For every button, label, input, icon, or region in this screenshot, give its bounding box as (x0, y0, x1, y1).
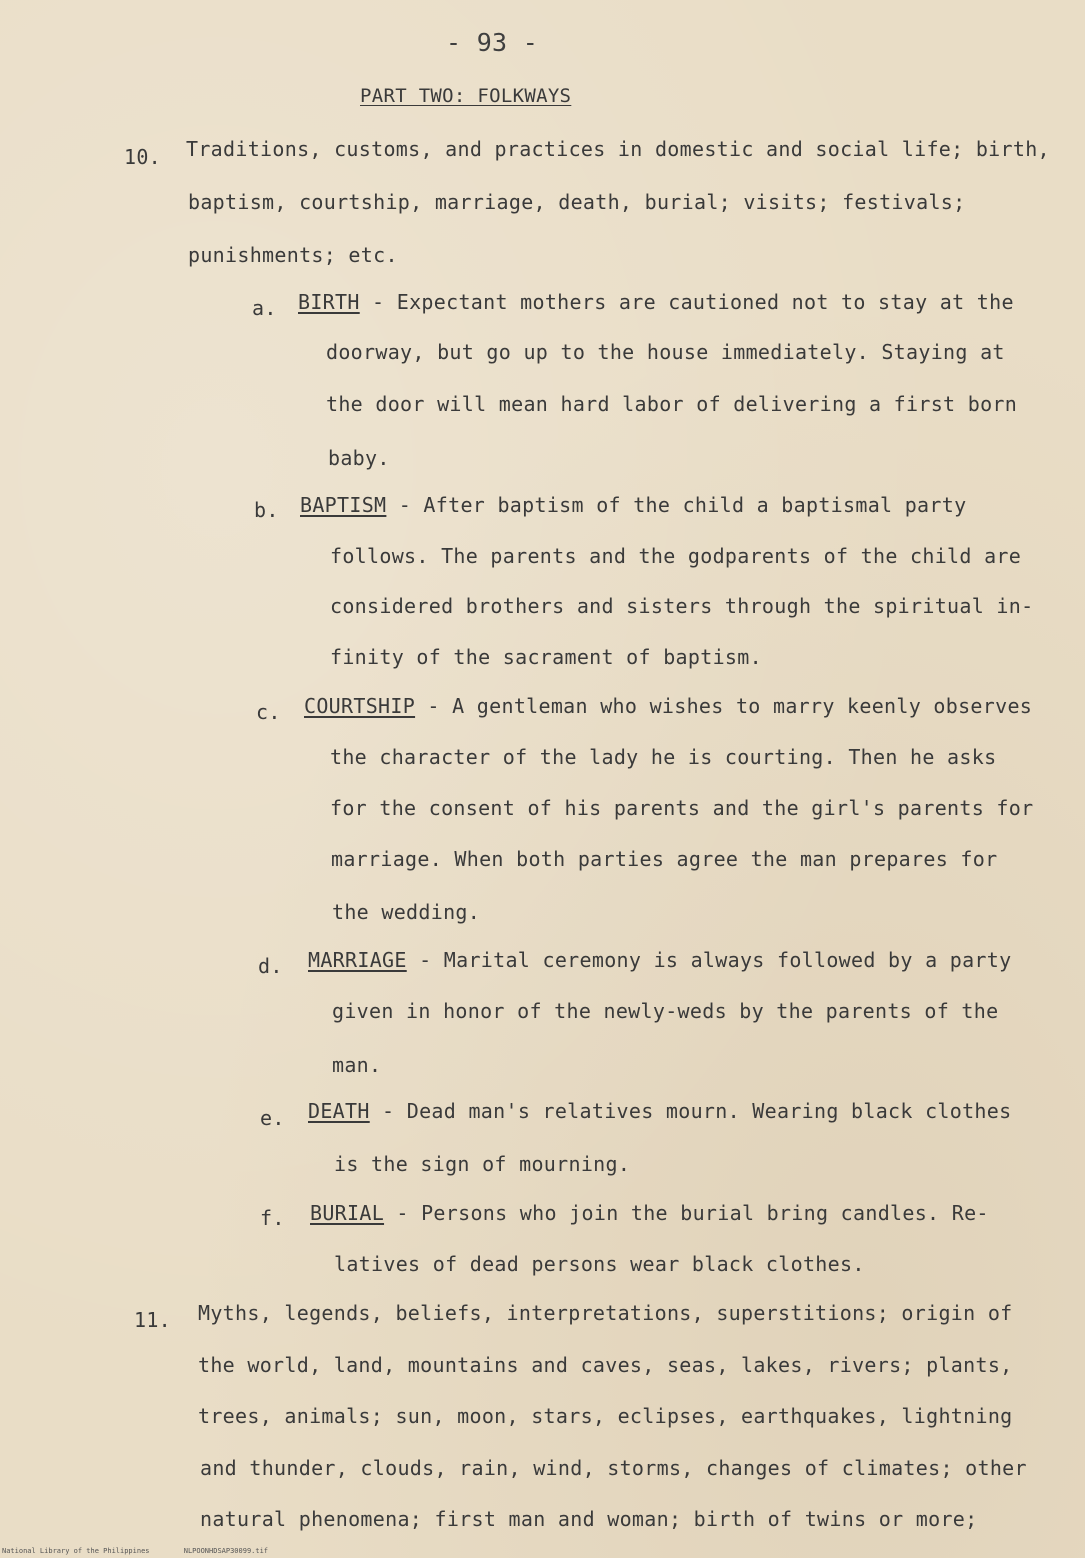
item-10-number: 10. (124, 145, 162, 169)
subitem-e-letter: e. (260, 1106, 285, 1130)
subitem-c-first-line: A gentleman who wishes to marry keenly observes (452, 694, 1033, 718)
subitem-a-term: BIRTH (298, 290, 360, 314)
subitem-a-line: doorway, but go up to the house immediately. Staying at (326, 340, 1005, 364)
subitem-c-letter: c. (256, 700, 281, 724)
subitem-d-first-line: Marital ceremony is always followed by a party (443, 948, 1012, 972)
part-title: PART TWO: FOLKWAYS (360, 85, 572, 107)
subitem-d-term: MARRIAGE (308, 948, 407, 972)
subitem-c-heading: COURTSHIP - A gentleman who wishes to marry keenly observes (304, 694, 1033, 718)
subitem-b-term: BAPTISM (300, 493, 387, 517)
subitem-b-letter: b. (254, 498, 279, 522)
subitem-e-term: DEATH (308, 1099, 370, 1123)
subitem-b-line: finity of the sacrament of baptism. (330, 645, 762, 669)
subitem-a-first-line: Expectant mothers are cautioned not to stay at the (396, 290, 1014, 314)
subitem-b-line: follows. The parents and the godparents of the child are (330, 544, 1022, 568)
subitem-a-line: the door will mean hard labor of delivering a first born (326, 392, 1018, 416)
item-11-number: 11. (134, 1308, 172, 1332)
subitem-c-term: COURTSHIP (304, 694, 416, 718)
item-10-line: Traditions, customs, and practices in domestic and social life; birth, (186, 137, 1050, 161)
item-11-line: and thunder, clouds, rain, wind, storms, changes of climates; other (200, 1456, 1027, 1480)
subitem-d-heading: MARRIAGE - Marital ceremony is always followed by a party (308, 948, 1012, 972)
footer-library: National Library of the Philippines (2, 1547, 150, 1555)
subitem-d-line: given in honor of the newly-weds by the parents of the (332, 999, 999, 1023)
subitem-c-line: the wedding. (332, 900, 481, 924)
subitem-f-line: latives of dead persons wear black clothes. (334, 1252, 865, 1276)
item-10-line: punishments; etc. (188, 243, 398, 267)
subitem-f-letter: f. (260, 1206, 285, 1230)
page-number: - 93 - (446, 28, 539, 57)
subitem-a-heading: BIRTH - Expectant mothers are cautioned not to stay at the (298, 290, 1014, 314)
subitem-e-heading: DEATH - Dead man's relatives mourn. Wearing black clothes (308, 1099, 1012, 1123)
subitem-c-line: for the consent of his parents and the girl's parents for (330, 796, 1034, 820)
item-11-line: the world, land, mountains and caves, seas, lakes, rivers; plants, (198, 1353, 1013, 1377)
subitem-c-line: marriage. When both parties agree the man prepares for (331, 847, 998, 871)
item-11-line: natural phenomena; first man and woman; birth of twins or more; (200, 1507, 978, 1531)
subitem-f-term: BURIAL (310, 1201, 385, 1225)
subitem-f-first-line: Persons who join the burial bring candles. Re- (421, 1201, 989, 1225)
item-11-line: trees, animals; sun, moon, stars, eclipses, earthquakes, lightning (198, 1404, 1013, 1428)
subitem-a-letter: a. (252, 296, 277, 320)
subitem-b-line: considered brothers and sisters through the spiritual in- (330, 594, 1034, 618)
subitem-f-heading: BURIAL - Persons who join the burial bring candles. Re- (310, 1201, 989, 1225)
footer-file-id: NLPOONHDSAP30099.tif (183, 1547, 269, 1555)
subitem-d-letter: d. (258, 954, 283, 978)
subitem-b-heading: BAPTISM - After baptism of the child a baptismal party (300, 493, 967, 517)
subitem-e-first-line: Dead man's relatives mourn. Wearing black clothes (406, 1099, 1012, 1123)
subitem-e-line: is the sign of mourning. (334, 1152, 631, 1176)
item-10-line: baptism, courtship, marriage, death, burial; visits; festivals; (188, 190, 966, 214)
scan-footer (2, 1547, 298, 1555)
subitem-a-line: baby. (328, 446, 390, 470)
item-11-line: Myths, legends, beliefs, interpretations, superstitions; origin of (198, 1301, 1013, 1325)
subitem-d-line: man. (332, 1053, 382, 1077)
subitem-c-line: the character of the lady he is courting. Then he asks (330, 745, 997, 769)
subitem-b-first-line: After baptism of the child a baptismal party (423, 493, 967, 517)
